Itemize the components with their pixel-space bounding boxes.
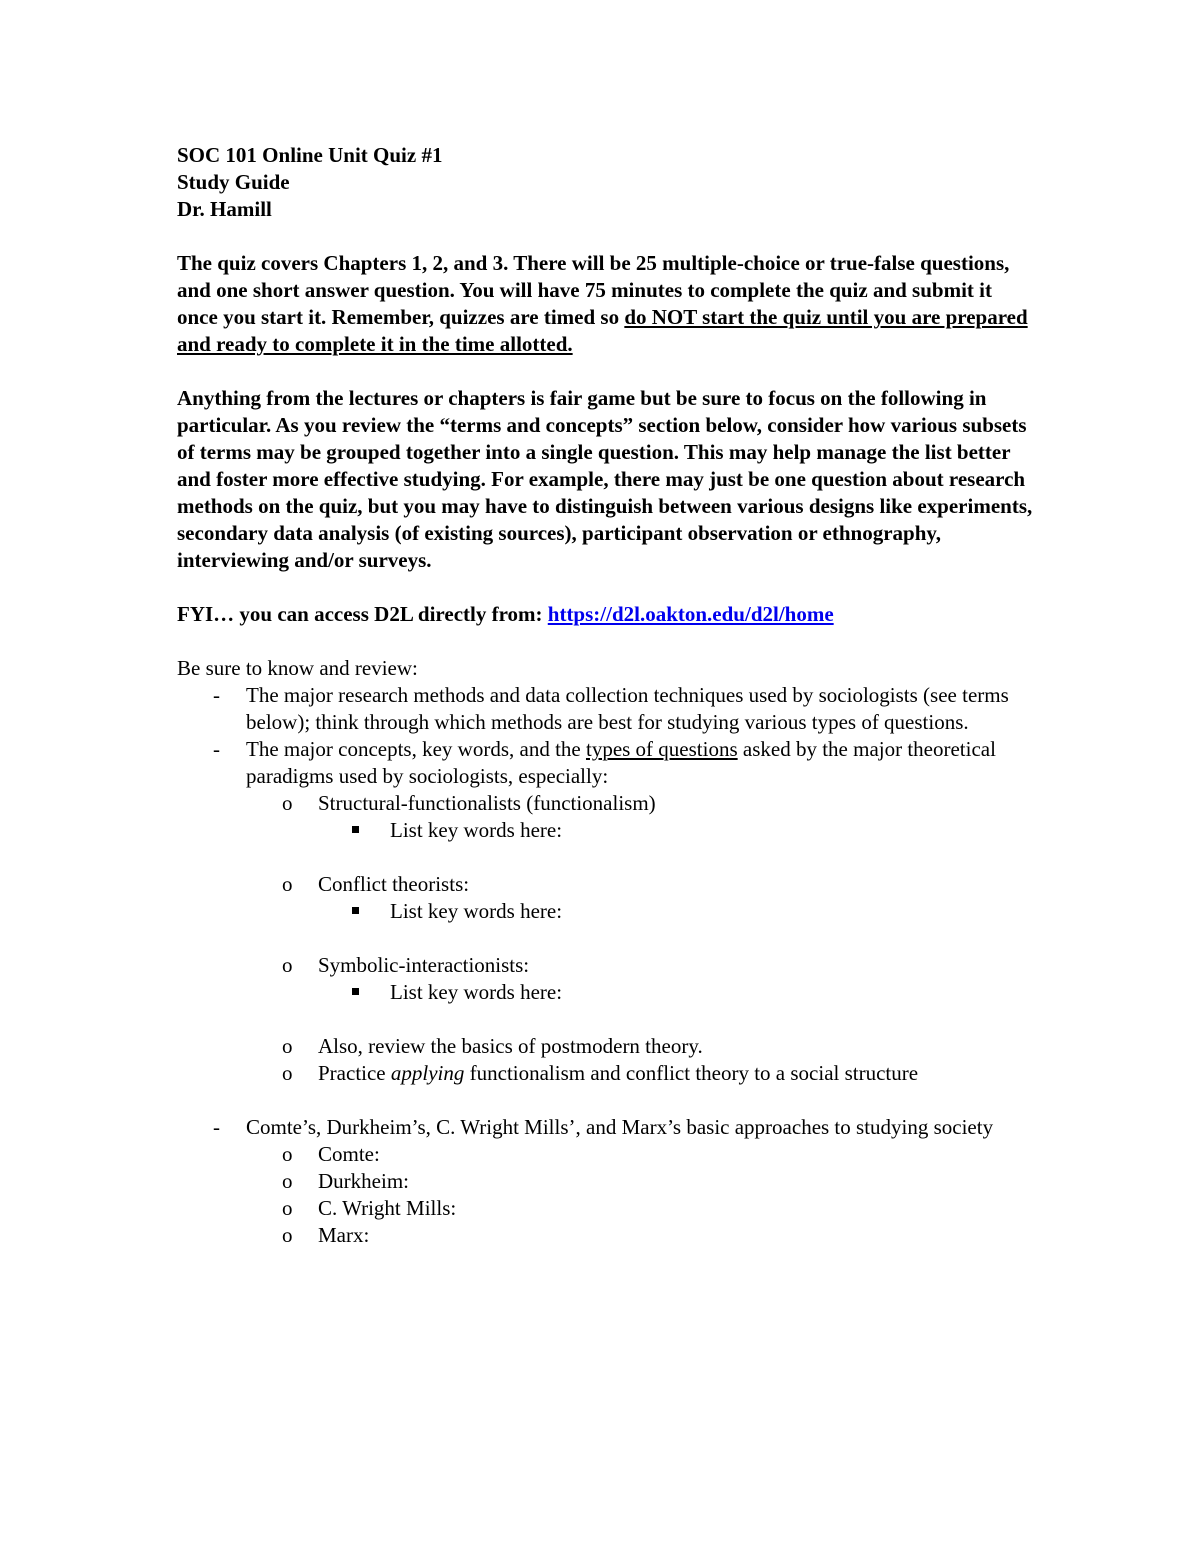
list-item (246, 1168, 1037, 1195)
list-item (246, 1195, 1037, 1222)
circle-bullet: o (282, 1061, 293, 1085)
list-item (246, 871, 1037, 952)
dash-bullet: - (213, 683, 220, 707)
postmodern-item: Also, review the basics of postmodern theory. (318, 1034, 703, 1058)
practice-italic: applying (390, 1061, 465, 1085)
review-heading: Be sure to know and review: (177, 656, 418, 680)
document-subtitle: Study Guide (177, 170, 290, 194)
list-item (246, 1033, 1037, 1060)
circle-bullet: o (282, 1196, 293, 1220)
paradigm-name: Conflict theorists: (318, 872, 470, 896)
circle-bullet: o (282, 1142, 293, 1166)
circle-bullet: o (282, 1223, 293, 1247)
circle-bullet: o (282, 1034, 293, 1058)
dash-bullet: - (213, 737, 220, 761)
circle-bullet: o (282, 872, 293, 896)
keyword-prompt: List key words here: (390, 818, 563, 842)
theorist-name: Comte: (318, 1142, 380, 1166)
paradigm-list (246, 790, 1037, 1087)
list-item (246, 952, 1037, 1033)
theorist-list (246, 1141, 1037, 1249)
list-item (177, 1114, 1037, 1249)
document-page (177, 142, 1037, 1249)
list-item (246, 790, 1037, 871)
quiz-overview-paragraph (177, 250, 1037, 358)
instructor-name: Dr. Hamill (177, 197, 272, 221)
practice-text-end: functionalism and conflict theory to a social structure (464, 1061, 919, 1085)
review-list (177, 682, 1037, 1249)
keyword-prompt: List key words here: (390, 980, 563, 1004)
keyword-list (318, 817, 1037, 844)
fyi-line (177, 601, 1037, 628)
keyword-list (318, 898, 1037, 925)
dash-bullet: - (213, 1115, 220, 1139)
theorist-name: Marx: (318, 1223, 370, 1247)
quiz-overview-text: The quiz covers Chapters 1, 2, and 3. There will be 25 multiple-choice or true-false questions, and one short answer question. You will have 75 minutes to complete the quiz and submit it once you start it. Remember, quizzes are timed so (177, 251, 1010, 329)
types-of-questions-underlined: types of questions (585, 737, 738, 761)
list-item (177, 682, 1037, 736)
keyword-prompt: List key words here: (390, 899, 563, 923)
list-item (318, 979, 1037, 1006)
theorist-name: C. Wright Mills: (318, 1196, 457, 1220)
paradigm-name: Structural-functionalists (functionalism) (318, 791, 656, 815)
list-item (318, 898, 1037, 925)
course-title: SOC 101 Online Unit Quiz #1 (177, 143, 443, 167)
research-methods-item: The major research methods and data collection techniques used by sociologists (see terms below); think through which methods are best for studying various types of questions. (246, 683, 1009, 734)
circle-bullet: o (282, 953, 293, 977)
theorists-item: Comte’s, Durkheim’s, C. Wright Mills’, and Marx’s basic approaches to studying society (246, 1115, 994, 1139)
paradigms-item-text: The major concepts, key words, and the (246, 737, 586, 761)
square-bullet (352, 988, 359, 995)
square-bullet (352, 826, 359, 833)
square-bullet (352, 907, 359, 914)
practice-text: Practice (318, 1061, 391, 1085)
circle-bullet: o (282, 1169, 293, 1193)
keyword-list (318, 979, 1037, 1006)
d2l-link[interactable]: https://d2l.oakton.edu/d2l/home (547, 602, 834, 626)
paradigms-item-text-end: asked by the major theoretical paradigms used by sociologists, especially: (246, 737, 996, 788)
list-item (246, 1060, 1037, 1087)
focus-paragraph: Anything from the lectures or chapters is fair game but be sure to focus on the following in particular. As you review the “terms and concepts” section below, consider how various subsets of terms may be grouped together into a single question. This may help manage the list better and foster more effective studying. For example, there may just be one question about research methods on the quiz, but you may have to distinguish between various designs like experiments, secondary data analysis (of existing sources), participant observation or ethnography, interviewing and/or surveys. (177, 386, 1033, 572)
theorist-name: Durkheim: (318, 1169, 409, 1193)
fyi-text: FYI… you can access D2L directly from: (177, 602, 548, 626)
circle-bullet: o (282, 791, 293, 815)
list-item (177, 736, 1037, 1114)
list-item (246, 1222, 1037, 1249)
paradigm-name: Symbolic-interactionists: (318, 953, 530, 977)
quiz-warning-underlined: do NOT start the quiz until you are prepared and ready to complete it in the time allotted. (177, 305, 1028, 356)
list-item (318, 817, 1037, 844)
list-item (246, 1141, 1037, 1168)
